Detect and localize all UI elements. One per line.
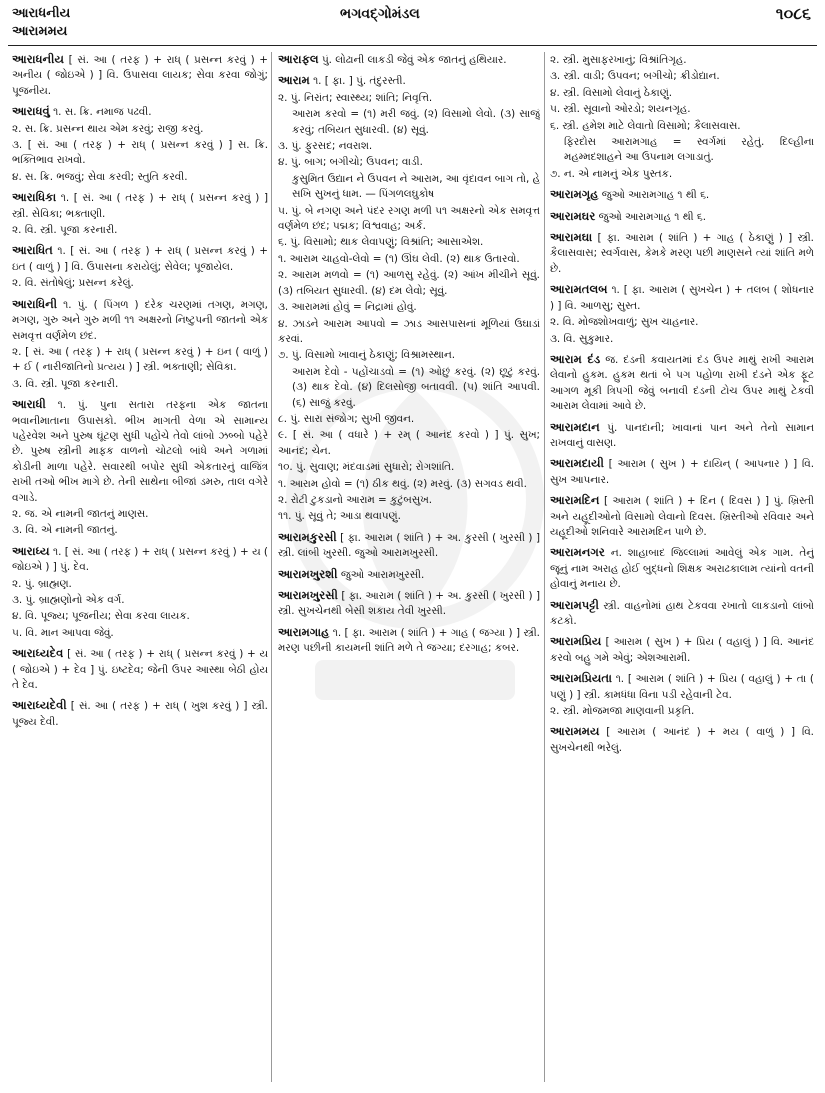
entry-headword: આરામતલબ — [550, 282, 608, 297]
dictionary-entry — [278, 52, 540, 68]
entry-sense: ૩. વિ. સુકુમાર. — [550, 332, 614, 345]
entry-headword: આરામઘર — [550, 208, 596, 223]
dictionary-entry — [550, 598, 814, 630]
entry-headword: આરામપટ્ટી — [550, 597, 599, 612]
dictionary-entry — [550, 282, 814, 347]
entry-sense: ૨. આરામ મળવો = (૧) આળસુ રહેવું. (૨) આંખ મીચીને સૂવું. (૩) તબિયત સુધારવી. (૪) દમ લેવો; સૂવું. — [278, 269, 540, 297]
entry-definition: [ સં. આ ( તરફ ) + રાધ્ ( પ્રસન્ન કરવું ) + ય ( જોઇએ ) + દેવ ] પું. ઇષ્ટદેવ; જેની ઉપર આસ્થા બેઠી હોય તે દેવ. — [12, 648, 268, 692]
entry-definition: સ્ત્રી. વાહનોમાં હાથ ટેકવવા રખાતો લાકડાનો લાંબો કટકો. — [550, 599, 814, 627]
entry-sense: ૩. વિ. એ નામની જાતનું. — [12, 524, 118, 537]
entry-headword: આરામગૃહ — [550, 187, 599, 202]
dictionary-entry — [550, 352, 814, 415]
header-first-word: આરાધનીય — [12, 6, 71, 21]
entry-headword: આરાધ્યદેવ — [12, 646, 64, 661]
dictionary-entry — [12, 243, 268, 291]
entry-definition: ૧. [ ફા. ] પું. તંદુરસ્તી. — [313, 75, 406, 88]
entry-sense: ૨. સ. ક્રિ. પ્રસન્ન થાય એમ કરવું; રાજી કરવું. — [12, 122, 204, 135]
entry-sense: ૧૧. પું. સૂવું તે; આડા થવાપણું. — [278, 510, 401, 523]
entry-sense: ૫. સ્ત્રી. સૂવાનો ઓરડો; શયનગૃહ. — [550, 103, 691, 116]
entry-sense: ૪. સ્ત્રી. વિસામો લેવાનું ઠેકાણું. — [550, 86, 673, 99]
entry-sense: ૪. વિ. પૂજ્ય; પૂજનીય; સેવા કરવા લાયક. — [12, 610, 190, 623]
entry-headword: આરામદાયી — [550, 456, 604, 471]
entry-definition: [ સં. આ ( તરફ ) + રાધ્ ( ખુશ કરવું ) ] સ્ત્રી. પૂજ્ય દેવી. — [12, 700, 268, 728]
dictionary-entry — [278, 588, 540, 620]
entry-headword: આરામપ્રિય — [550, 634, 602, 649]
dictionary-entry — [550, 187, 814, 203]
entry-definition: પું. પાનદાની; ખાવાનાં પાન અને તેનો સામાન રાખવાનું વાસણ. — [550, 421, 814, 449]
entry-definition: જુઓ આરામગાહ ૧ થી ૬. — [601, 189, 710, 202]
entry-definition: [ આરામ ( આનંદ ) + મય ( વાળું ) ] વિ. સુખચેનથી ભરેલું. — [550, 726, 814, 754]
entry-definition: પું. લોઢાની લાકડી જેવું એક જાતનું હથિયાર. — [321, 54, 507, 66]
dictionary-entry — [550, 671, 814, 719]
column-2 — [278, 52, 540, 1087]
column-1 — [12, 52, 268, 1087]
entry-headword: આરામખુરશી — [278, 566, 338, 581]
entry-sense: ૭. પું. વિસામો ખાવાનું ઠેકાણું; વિશ્રામસ્થાન. — [278, 349, 456, 362]
dictionary-entry — [12, 646, 268, 693]
entry-sense: ૫. પું. બે નગણ અને પંદર રગણ મળી ૫૧ અક્ષરનો એક સમવૃત્ત વર્ણમેળ છંદ; પદ્મક; વિશ્વવાહ; અર્ક. — [278, 204, 540, 233]
dictionary-entry — [550, 634, 814, 666]
entry-headword: આરામ દંડ — [550, 351, 601, 366]
dictionary-entry — [12, 397, 268, 539]
entry-sense: આરામ કરવો = (૧) મરી જવું. (૨) વિસામો લેવો. (૩) સાજું કરવું; તબિયત સુધારવી. (૪) સૂવું. — [292, 108, 540, 136]
entry-sense: ૩. આરામમાં હોવું = નિદ્રામાં હોવું. — [278, 301, 417, 314]
page-header — [0, 0, 825, 44]
entry-sense: ૨. પું. નિરાંત; સ્વાસ્થ્ય; શાંતિ; નિવૃત્તિ. — [278, 91, 433, 104]
entry-headword: આરાધવું — [12, 104, 50, 119]
entry-definition: [ ફા. આરામ ( શાંતિ ) + ગાહ ( ઠેકાણું ) ] સ્ત્રી. કૈલાસવાસ; સ્વર્ગવાસ, કેમકે મરણ પછી માણસને ત્યાં શાંતિ મળે છે. — [550, 232, 814, 275]
entry-headword: આરાફલ — [278, 52, 319, 66]
header-title: ભગવદ્ગોમંડલ — [340, 6, 420, 22]
dictionary-entry — [550, 420, 814, 452]
dictionary-entry — [550, 724, 814, 756]
entry-headword: આરામદિન — [550, 493, 600, 508]
entry-headword: આરાધિત — [12, 243, 53, 258]
entry-sense: આરામ દેવો - પહોંચાડવો = (૧) ઓછું કરવું. (૨) છૂટું કરવું. (૩) થાક દેવો. (૪) દિલસોજી બતાવવી. (૫) શાંતિ આપવી. (૬) સાજું કરવું. — [292, 365, 540, 409]
entry-sense: ૩. પું. બ્રાહ્મણોનો એક વર્ગ. — [12, 594, 125, 606]
entry-definition: જુઓ આરામખુરસી. — [340, 568, 425, 581]
entry-definition: ૧. [ સં. આ ( તરફ ) + રાધ્ ( પ્રસન્ન કરવું ) + ઇત ( વાળું ) ] વિ. ઉપાસના કરાયેલું; સેવેલ; પૂજાયેલ. — [12, 245, 268, 273]
entry-sense: ૬. પું. વિસામો; થાક લેવાપણું; વિશ્રાંતિ; આસાએશ. — [278, 236, 484, 249]
entry-definition: ૧. [ સં. આ ( તરફ ) + રાધ્ ( પ્રસન્ન કરવું ) ] સ્ત્રી. સેવિકા; ભક્તાણી. — [12, 192, 268, 220]
entry-sense: ૨. સ્ત્રી. મુસાફરખાનું; વિશ્રાંતિગૃહ. — [550, 54, 687, 66]
entry-sense: ૩. પું. ફુરસદ; નવરાશ. — [278, 140, 373, 153]
entry-sense: ૯. [ સં. આ ( વધારે ) + રમ્ ( આનંદ કરવો ) ] પું. સુખ; આનંદ; ચેન. — [278, 429, 540, 457]
dictionary-entry — [278, 625, 540, 657]
dictionary-entry — [550, 545, 814, 592]
dictionary-entry — [12, 52, 268, 99]
entry-headword: આરાધી — [12, 397, 46, 412]
dictionary-entry — [550, 493, 814, 540]
entry-headword: આરામગાહ — [278, 624, 330, 639]
entry-headword: આરામમય — [550, 724, 600, 739]
dictionary-entry — [278, 530, 540, 562]
entry-sense: ૧. આરામ ચાહવો-લેવો = (૧) ઊંઘ લેવી. (૨) થાક ઉતારવો. — [278, 252, 520, 265]
entry-definition: જ. દંડની કવાયતમાં દંડ ઉપર માથું રાખી આરામ લેવાનો હુકમ. હુકમ થતાં બે પગ પહોળા રાખી દંડને એક ફૂટ આગળ મૂકી ત્રિપગી જેવું બનાવી દંડની ટોચ ઉપર માથું ટેકવી આરામ લેવામાં આવે છે. — [550, 353, 814, 413]
entry-sense: ૪. પું. બાગ; બગીચો; ઉપવન; વાડી. — [278, 156, 423, 169]
dictionary-entry — [12, 190, 268, 238]
entry-definition: ૧. પું. પુના સતારા તરફના એક જાતના ભવાનીમાતાના ઉપાસકો. ભીખ માગતી વેળા એ સામાન્ય પહેરવેશ અને પુરુષ ઘૂંટણ સુધી પહોંચે તેવો લાંબો ઝબ્બો પહેરે છે. પુરુષ સ્ત્રીની માફક વાળનો ચોટલો બાંધે અને ગળામાં કોડીની માળા પહેરે. સવારથી બપોર સુધી એકતારનું વાજિંત્ર રાખી તઓ ભીખ માગે છે. તેની સાથેના બીજાં ડમરુ, તાલ વગેરે વગાડે. — [12, 399, 268, 504]
entry-sense: ૮. પું. સારા સંજોગ; સુખી જીવન. — [278, 412, 415, 425]
entry-headword: આરાધિકા — [12, 190, 57, 205]
entry-headword: આરામકુરસી — [278, 529, 337, 544]
entry-sense: ૧. આરામ હોવો = (૧) ઠીક થવું. (૨) મરવું. (૩) સગવડ થવી. — [278, 477, 527, 490]
dictionary-entry — [550, 53, 814, 182]
column-3 — [550, 52, 814, 1087]
entry-sense: ૨. પું. બ્રાહ્મણ. — [12, 577, 72, 590]
entry-definition: [ સં. આ ( તરફ ) + રાધ્ ( પ્રસન્ન કરવું ) + અનીય ( જોઇએ ) ] વિ. ઉપાસવા લાયક; સેવા કરવા જોગું; પૂજનીય. — [12, 54, 268, 97]
entry-definition: ૧. [ આરામ ( શાંતિ ) + પ્રિય ( વહાલું ) + તા ( પણું ) ] સ્ત્રી. કામધંધા વિના પડી રહેવાની ટેવ. — [550, 673, 814, 701]
entry-sense: ૨. [ સં. આ ( તરફ ) + રાધ્ ( પ્રસન્ન કરવું ) + ઇન ( વાળું ) + ઈ ( નારીજાતિનો પ્રત્યય ) ] સ્ત્રી. ભક્તાણી; સેવિકા. — [12, 345, 268, 374]
dictionary-entry — [12, 698, 268, 730]
dictionary-entry — [550, 456, 814, 488]
entry-sense: ૧૦. પું. સુવાણ; મંદવાડમાં સુધારો; રોગશાંતિ. — [278, 461, 455, 474]
dictionary-entry — [278, 567, 540, 583]
entry-sense: ૨. વિ. મોજશોખવાળું; સુખ ચાહનાર. — [550, 316, 699, 329]
entry-headword: આરાધ્ય — [12, 543, 50, 558]
entry-headword: આરાધનીય — [12, 52, 64, 66]
entry-definition: ૧. [ ફા. આરામ ( શાંતિ ) + ગાહ ( જગ્યા ) ] સ્ત્રી. મરણ પછીની કાયમની શાંતિ મળે તે જગ્યા; દરગાહ; કબર. — [278, 626, 540, 655]
entry-sense: ૫. વિ. માન આપવા જેવું. — [12, 626, 114, 639]
dictionary-entry — [12, 104, 268, 185]
entry-sense: ૬. સ્ત્રી. હમેશ માટે લેવાતો વિસામો; કૈલાસવાસ. — [550, 119, 741, 132]
entry-headword: આરામ — [278, 73, 310, 88]
entry-sense: ૭. ન. એ નામનું એક પુસ્તક. — [550, 167, 673, 180]
entry-headword: આરાધિની — [12, 296, 58, 311]
entry-sense: ૩. [ સં. આ ( તરફ ) + રાધ્ ( પ્રસન્ન કરવું ) ] સ. ક્રિ. ભક્તિભાવ રાખવો. — [12, 139, 268, 167]
entry-definition: [ ફા. આરામ ( શાંતિ ) + અ. કુરસી ( ખુરસી ) ] સ્ત્રી. સુખચેનથી બેસી શકાય તેવી ખુરસી. — [278, 590, 540, 618]
entry-definition: [ આરામ ( સુખ ) + પ્રિય ( વહાલું ) ] વિ. આનંદ કરવો બહુ ગમે એવું; એશઆરામી. — [550, 636, 814, 664]
dictionary-entry — [550, 230, 814, 277]
column-divider — [544, 52, 545, 1082]
entry-headword: આરામનગર — [550, 545, 605, 560]
entry-sense: ૨. રોટી ટુકડાનો આરામ = કુટુંબસુખ. — [278, 493, 433, 506]
entry-headword: આરામપ્રિયતા — [550, 671, 612, 686]
dictionary-entry — [12, 297, 268, 392]
entry-headword: આરામઘા — [550, 230, 593, 245]
entry-definition: [ આરામ ( શાંતિ ) + દિન ( દિવસ ) ] પું. ખ્રિસ્તી અને યહૂદીઓનો વિસામો લેવાનો દિવસ. ખ્રિસ્તીઓ રવિવાર અને યહૂદીઓ શનિવારે આરામદિન પાળે છે. — [550, 495, 814, 538]
entry-headword: આરામદાન — [550, 419, 600, 434]
entry-sense: કુસુમિત ઉદ્યાન ને ઉપવન ને આરામ, આ વૃંદાવન બાગ તો, હે સખિ સુખનું ધામ. — પિંગળલઘુકોષ — [292, 172, 540, 201]
entry-definition: ૧. [ સં. આ ( તરફ ) + રાધ્ ( પ્રસન્ન કરવું ) + ય ( જોઇએ ) ] પું. દેવ. — [12, 545, 268, 574]
entry-sense: ૨. જ. એ નામની જાતનું માણસ. — [12, 507, 149, 520]
entry-sense: ફિરદોસ આરામગાહ = સ્વર્ગમાં રહેતું. દિલ્હીના મહમ્મદશાહને આ ઉપનામ લગાડાતું. — [564, 136, 814, 164]
entry-sense: ૪. સ. ક્રિ. ભજવું; સેવા કરવી; સ્તુતિ કરવી. — [12, 170, 188, 183]
entry-sense: ૩. વિ. સ્ત્રી. પૂજા કરનારી. — [12, 377, 119, 390]
entry-definition: જુઓ આરામગાહ ૧ થી ૬. — [598, 210, 707, 223]
entry-headword: આરામખુરસી — [278, 588, 338, 602]
entry-sense: ૨. વિ. સંતોષેલું; પ્રસન્ન કરેલું. — [12, 277, 134, 290]
page-number: ૧૦૮૬ — [775, 4, 811, 23]
entry-definition: ૧. સ. ક્રિ. નમાજ પઢવી. — [53, 106, 152, 119]
entry-definition: ન. શાહાબાદ જિલ્લામાં આવેલું એક ગામ. તેનું જૂનું નામ અરાહ હોઈ બુદ્ધનો શિક્ષક અરાઢકાલામ ત્યાંનો વતની હોવાનું મનાય છે. — [550, 547, 814, 591]
entry-sense: ૩. સ્ત્રી. વાડી; ઉપવન; બગીચો; ક્રીડોદ્યાન. — [550, 70, 720, 83]
entry-headword: આરાધ્યદેવી — [12, 698, 67, 713]
column-divider — [271, 52, 272, 1082]
entry-definition: ૧. [ ફા. આરામ ( સુખચેન ) + તલબ ( શોધનાર ) ] વિ. આળસુ; સુસ્ત. — [550, 284, 814, 312]
entry-sense: ૪. ઝાડને આરામ આપવો = ઝાડ આસપાસનાં મૂળિયાં ઉઘાડાં કરવાં. — [278, 317, 540, 345]
entry-sense: ૨. વિ. સ્ત્રી. પૂજા કરનારી. — [12, 224, 118, 237]
dictionary-entry — [12, 544, 268, 641]
header-last-word: આરામમય — [12, 24, 68, 39]
entry-definition: ૧. પું. ( પિંગળ ) દરેક ચરણમાં તગણ, મગણ, મગણ, ગુરુ અને ગુરુ મળી ૧૧ અક્ષરનો નિષ્ટુપની જાતનો એક સમવૃત્ત વર્ણમેળ છંદ. — [12, 298, 268, 342]
entry-sense: ૨. સ્ત્રી. મોજમજા માણવાની પ્રકૃતિ. — [550, 705, 695, 718]
entry-definition: [ ફા. આરામ ( શાંતિ ) + અ. કુરસી ( ખુરસી ) ] સ્ત્રી. લાંબી ખુરસી. જુઓ આરામખુરસી. — [278, 531, 540, 560]
header-rule — [8, 45, 817, 46]
dictionary-entry — [550, 209, 814, 225]
dictionary-entry — [278, 73, 540, 524]
entry-definition: [ આરામ ( સુખ ) + દાયિન્ ( આપનાર ) ] વિ. સુખ આપનાર. — [550, 458, 814, 486]
